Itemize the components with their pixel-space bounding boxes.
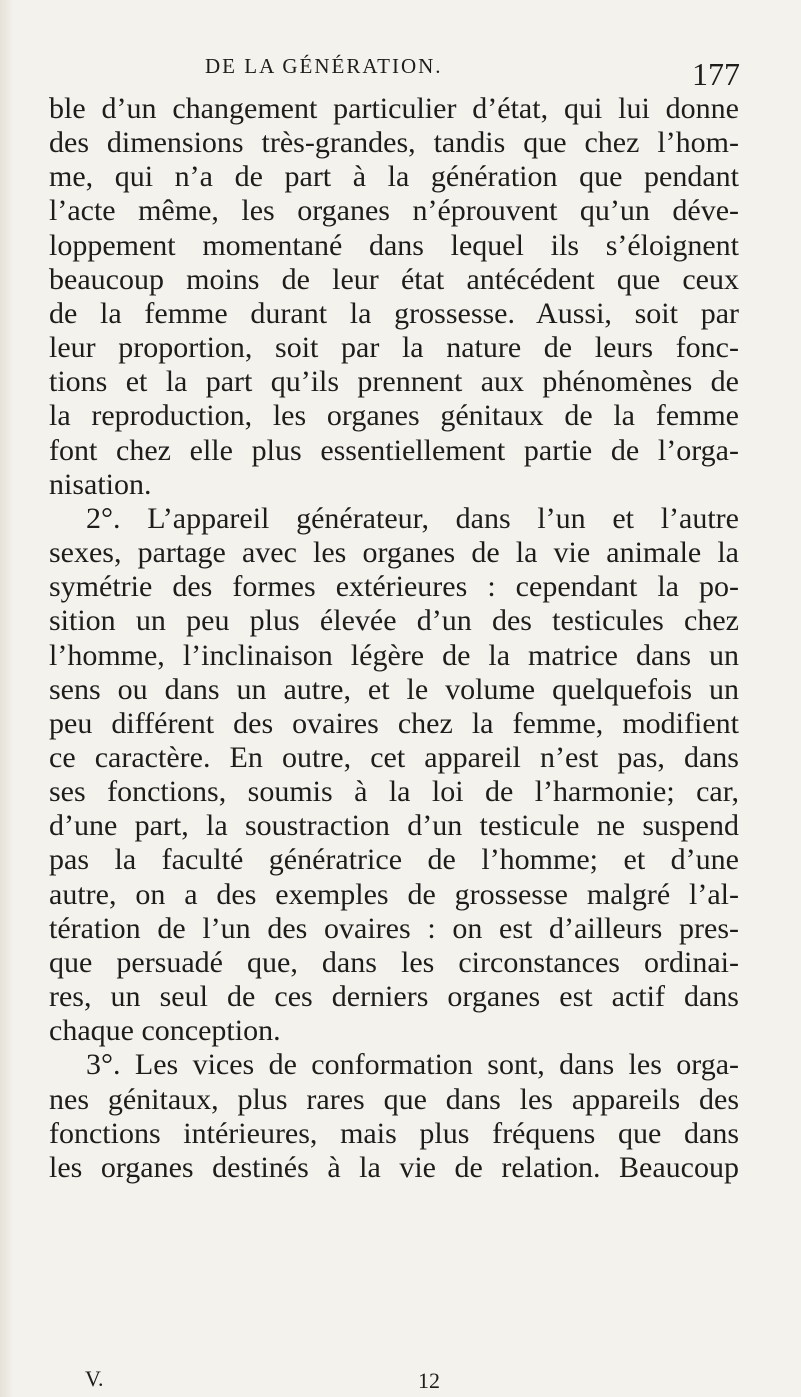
text-line: l’homme, l’inclinaison légère de la matrice dans un	[49, 638, 739, 672]
text-line: sition un peu plus élevée d’un des testicules chez	[49, 604, 739, 638]
text-line: tions et la part qu’ils prennent aux phénomènes de	[49, 365, 739, 399]
text-line: ble d’un changement particulier d’état, qui lui donne	[49, 92, 739, 125]
text-line: que persuadé que, dans les circonstances ordinai-	[49, 945, 739, 979]
text-line: leur proportion, soit par la nature de leurs fonc-	[49, 331, 739, 365]
text-line: la reproduction, les organes génitaux de la femme	[49, 399, 739, 433]
text-line: 3°. Les vices de conformation sont, dans les orga-	[86, 1048, 739, 1082]
text-line: des dimensions très-grandes, tandis que chez l’hom-	[49, 126, 739, 160]
text-line: l’acte même, les organes n’éprouvent qu’un déve-	[49, 194, 739, 228]
text-line: autre, on a des exemples de grossesse malgré l’al-	[49, 877, 739, 911]
page-gutter-shadow	[0, 0, 14, 1397]
text-line: peu différent des ovaires chez la femme, modifient	[49, 706, 739, 740]
running-head: DE LA GÉNÉRATION.	[205, 54, 443, 78]
page-number: 177	[692, 56, 740, 92]
text-line: ses fonctions, soumis à la loi de l’harmonie; car,	[49, 775, 739, 809]
text-line: sexes, partage avec les organes de la vie animale la	[49, 536, 739, 570]
signature-mark: 12	[418, 1368, 440, 1393]
text-line: d’une part, la soustraction d’un testicule ne suspend	[49, 809, 739, 843]
volume-mark: V.	[85, 1366, 104, 1391]
text-line: nisation.	[49, 467, 152, 501]
text-line: les organes destinés à la vie de relation. Beaucoup	[49, 1150, 739, 1184]
text-line: loppement momentané dans lequel ils s’éloignent	[49, 228, 739, 262]
text-line: de la femme durant la grossesse. Aussi, soit par	[49, 296, 739, 330]
text-line: res, un seul de ces derniers organes est actif dans	[49, 980, 739, 1014]
text-line: sens ou dans un autre, et le volume quelquefois un	[49, 672, 739, 706]
text-line: nes génitaux, plus rares que dans les appareils des	[49, 1082, 739, 1116]
text-line: chaque conception.	[49, 1014, 281, 1048]
body-text	[49, 92, 739, 1185]
text-line: tération de l’un des ovaires : on est d’ailleurs pres-	[49, 911, 739, 945]
text-line: symétrie des formes extérieures : cependant la po-	[49, 570, 739, 604]
text-line: ce caractère. En outre, cet appareil n’est pas, dans	[49, 740, 739, 774]
text-line: font chez elle plus essentiellement partie de l’orga-	[49, 433, 739, 467]
text-line: pas la faculté génératrice de l’homme; et d’une	[49, 843, 739, 877]
text-line: me, qui n’a de part à la génération que pendant	[49, 160, 739, 194]
text-line: 2°. L’appareil générateur, dans l’un et l’autre	[86, 501, 739, 535]
text-line: beaucoup moins de leur état antécédent que ceux	[49, 262, 739, 296]
text-line: fonctions intérieures, mais plus fréquens que dans	[49, 1116, 739, 1150]
